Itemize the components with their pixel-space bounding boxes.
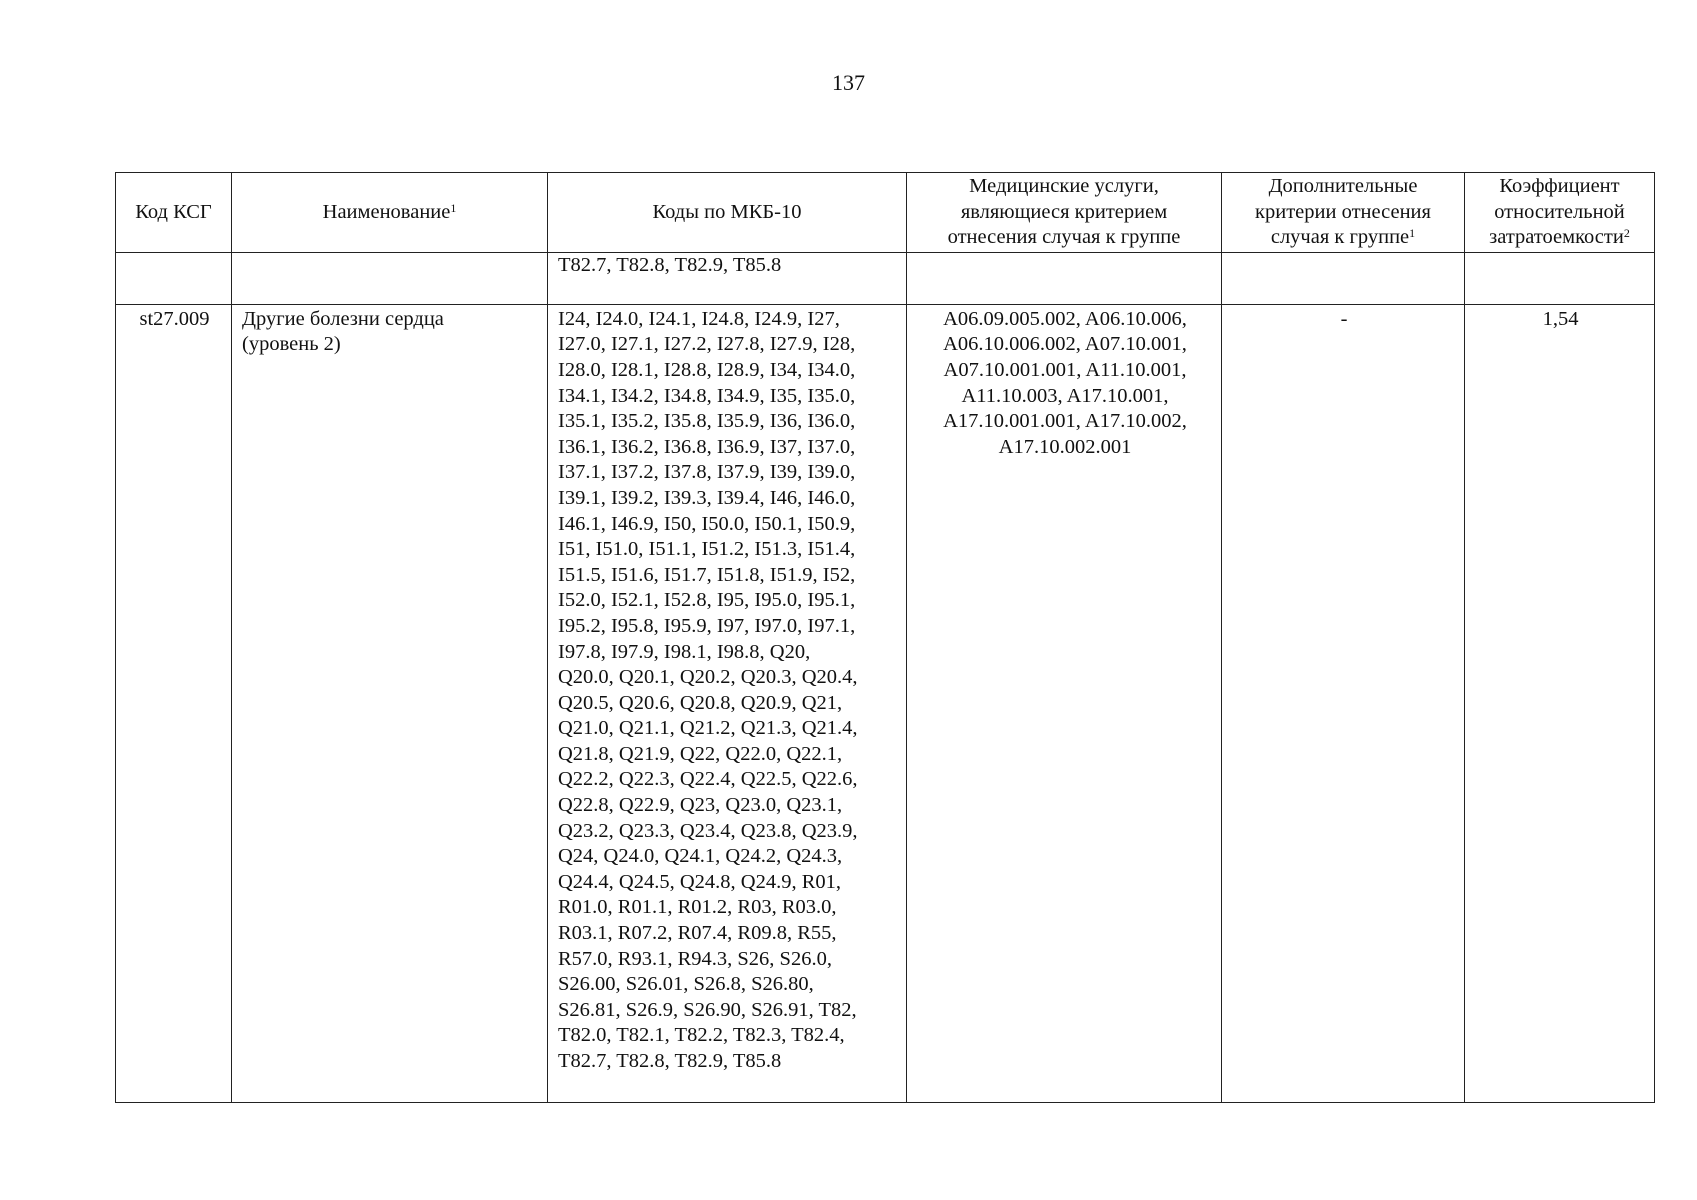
text-line: I95.2, I95.8, I95.9, I97, I97.0, I97.1,	[558, 614, 856, 637]
table-row	[116, 304, 1655, 1102]
text-line: I24, I24.0, I24.1, I24.8, I24.9, I27,	[558, 307, 840, 330]
text-line: I35.1, I35.2, I35.8, I35.9, I36, I36.0,	[558, 410, 856, 433]
footnote-marker: 2	[1623, 226, 1630, 241]
cell-coef	[1465, 252, 1655, 304]
text-line: R57.0, R93.1, R94.3, S26, S26.0,	[558, 947, 832, 970]
text-line: A17.10.002.001	[998, 435, 1132, 458]
text-line: A07.10.001.001, A11.10.001,	[943, 358, 1187, 381]
cell-coef: 1,54	[1465, 304, 1655, 1102]
text-line: A06.09.005.002, A06.10.006,	[943, 307, 1187, 330]
text-line: I51, I51.0, I51.1, I51.2, I51.3, I51.4,	[558, 538, 856, 561]
cell-name: Другие болезни сердца (уровень 2)	[232, 304, 548, 1102]
text-line: T82.7, T82.8, T82.9, T85.8	[558, 1050, 782, 1072]
page-number: 137	[832, 70, 865, 95]
cell-extra	[1222, 252, 1465, 304]
cell-code	[116, 252, 232, 304]
text-line: S26.00, S26.01, S26.8, S26.80,	[558, 973, 814, 996]
cell-code: st27.009	[116, 304, 232, 1102]
text-line: I28.0, I28.1, I28.8, I28.9, I34, I34.0,	[558, 358, 856, 381]
footnote-marker: 1	[450, 200, 457, 215]
text-line: I51.5, I51.6, I51.7, I51.8, I51.9, I52,	[558, 563, 856, 586]
text-line: I52.0, I52.1, I52.8, I95, I95.0, I95.1,	[558, 589, 856, 612]
header-coefficient: Коэффициент относительной затратоемкости$^2$	[1465, 173, 1655, 253]
text-line: I37.1, I37.2, I37.8, I37.9, I39, I39.0,	[558, 461, 856, 484]
text-line: R01.0, R01.1, R01.2, R03, R03.0,	[558, 896, 837, 919]
text-line: I46.1, I46.9, I50, I50.0, I50.1, I50.9,	[558, 512, 856, 535]
text-line: Q20.0, Q20.1, Q20.2, Q20.3, Q20.4,	[558, 666, 858, 689]
cell-mkb	[548, 304, 907, 1102]
cell-mkb: T82.7, T82.8, T82.9, T85.8	[548, 252, 907, 304]
text-line: Q20.5, Q20.6, Q20.8, Q20.9, Q21,	[558, 691, 843, 714]
text-line: Q22.2, Q22.3, Q22.4, Q22.5, Q22.6,	[558, 768, 858, 791]
cell-name	[232, 252, 548, 304]
header-name: Наименование$^1$	[232, 173, 548, 253]
text-line: A17.10.001.001, A17.10.002,	[943, 410, 1187, 433]
text-line: T82.0, T82.1, T82.2, T82.3, T82.4,	[558, 1024, 845, 1047]
text-line: I27.0, I27.1, I27.2, I27.8, I27.9, I28,	[558, 333, 856, 356]
text-line: Q24, Q24.0, Q24.1, Q24.2, Q24.3,	[558, 845, 843, 868]
table-header-row	[116, 173, 1655, 253]
text-line: I36.1, I36.2, I36.8, I36.9, I37, I37.0,	[558, 435, 856, 458]
text-line: Q21.8, Q21.9, Q22, Q22.0, Q22.1,	[558, 742, 843, 765]
text-line: A11.10.003, A17.10.001,	[961, 384, 1169, 407]
cell-services	[907, 252, 1222, 304]
cell-extra: -	[1222, 304, 1465, 1102]
ksg-table	[115, 172, 1655, 1103]
text-line: Q22.8, Q22.9, Q23, Q23.0, Q23.1,	[558, 794, 843, 817]
text-line: Q23.2, Q23.3, Q23.4, Q23.8, Q23.9,	[558, 819, 858, 842]
footnote-marker: 1	[1409, 226, 1416, 241]
continuation-row	[116, 252, 1655, 304]
text-line: S26.81, S26.9, S26.90, S26.91, T82,	[558, 998, 857, 1021]
header-extra-criteria: Дополнительные критерии отнесения случая к группе$^1$	[1222, 173, 1465, 253]
text-line: I97.8, I97.9, I98.1, I98.8, Q20,	[558, 640, 811, 663]
header-code: Код КСГ	[116, 173, 232, 253]
text-line: Q24.4, Q24.5, Q24.8, Q24.9, R01,	[558, 870, 842, 893]
text-line: A06.10.006.002, A07.10.001,	[943, 333, 1187, 356]
cell-services	[907, 304, 1222, 1102]
header-services: Медицинские услуги, являющиеся критерием отнесения случая к группе	[907, 173, 1222, 253]
text-line: I39.1, I39.2, I39.3, I39.4, I46, I46.0,	[558, 486, 856, 509]
text-line: Q21.0, Q21.1, Q21.2, Q21.3, Q21.4,	[558, 717, 858, 740]
text-line: I34.1, I34.2, I34.8, I34.9, I35, I35.0,	[558, 384, 856, 407]
text-line: R03.1, R07.2, R07.4, R09.8, R55,	[558, 922, 837, 945]
header-mkb: Коды по МКБ-10	[548, 173, 907, 253]
